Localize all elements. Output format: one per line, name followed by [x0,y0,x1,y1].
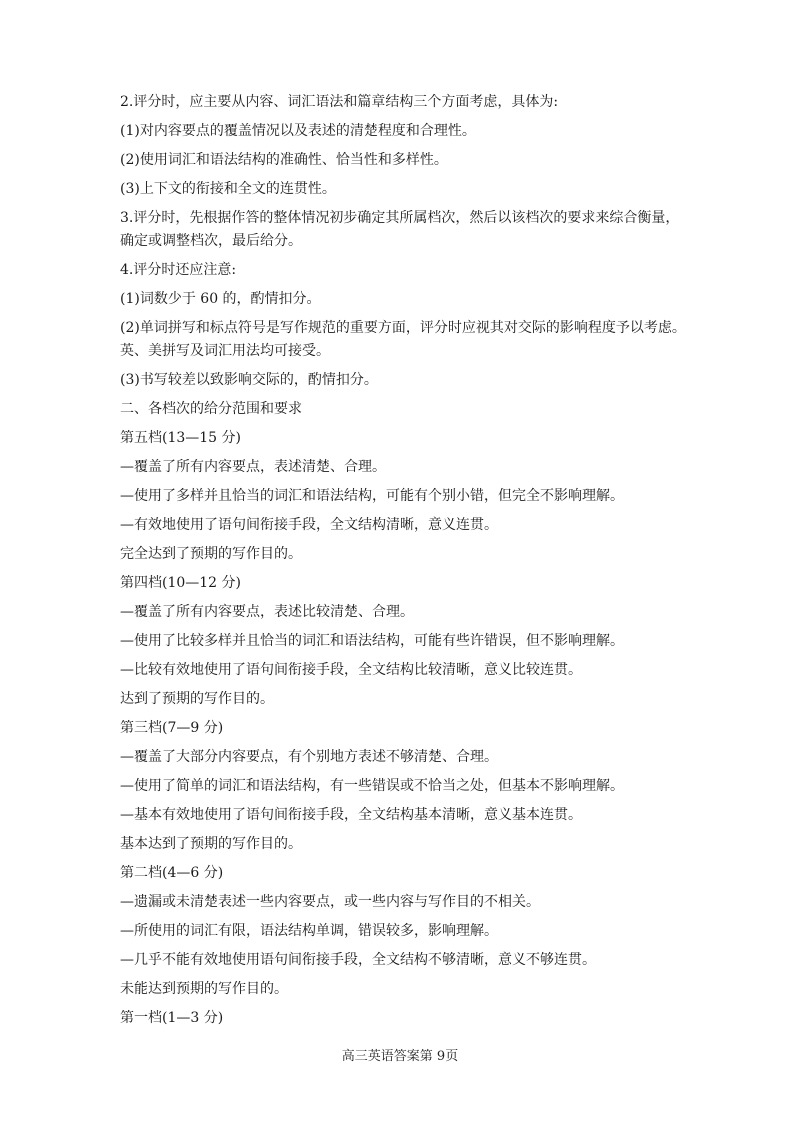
text-line: (1)词数少于 60 的，酌情扣分。 [120,291,321,307]
text-line: 3.评分时，先根据作答的整体情况初步确定其所属档次，然后以该档次的要求来综合衡量， [120,210,680,226]
text-line: 2.评分时，应主要从内容、词汇语法和篇章结构三个方面考虑，具体为: [120,94,559,110]
text-line: —几乎不能有效地使用语句间衔接手段，全文结构不够清晰，意义不够连贯。 [120,952,596,968]
text-line: (3)上下文的衔接和全文的连贯性。 [120,181,336,197]
text-line: —覆盖了所有内容要点，表述比较清楚、合理。 [120,604,414,620]
level-heading: 第一档(1—3 分) [120,1010,224,1026]
text-line: —基本有效地使用了语句间衔接手段，全文结构基本清晰，意义基本连贯。 [120,807,582,823]
text-line: 达到了预期的写作目的。 [120,691,274,707]
text-line: —覆盖了所有内容要点，表述清楚、合理。 [120,459,386,475]
text-line: —有效地使用了语句间衔接手段，全文结构清晰，意义连贯。 [120,517,498,533]
text-line: 英、美拼写及词汇用法均可接受。 [120,343,330,359]
text-line: 完全达到了预期的写作目的。 [120,546,302,562]
page-footer: 高三英语答案第 9页 [341,1049,459,1064]
section-heading: 二、各档次的给分范围和要求 [120,401,302,417]
text-line: —使用了多样并且恰当的词汇和语法结构，可能有个别小错，但完全不影响理解。 [120,488,624,504]
text-line: —比较有效地使用了语句间衔接手段，全文结构比较清晰，意义比较连贯。 [120,662,582,678]
text-line: 4.评分时还应注意: [120,262,237,278]
text-line: (2)单词拼写和标点符号是写作规范的重要方面，评分时应视其对交际的影响程度予以考虑。 [120,320,686,336]
text-line: (3)书写较差以致影响交际的，酌情扣分。 [120,372,378,388]
level-heading: 第三档(7—9 分) [120,720,224,736]
text-line: —使用了比较多样并且恰当的词汇和语法结构，可能有些许错误，但不影响理解。 [120,633,624,649]
level-heading: 第五档(13—15 分) [120,430,242,446]
text-line: —遗漏或未清楚表述一些内容要点，或一些内容与写作目的不相关。 [120,894,540,910]
text-line: (2)使用词汇和语法结构的准确性、恰当性和多样性。 [120,152,448,168]
text-line: 基本达到了预期的写作目的。 [120,836,302,852]
level-heading: 第二档(4—6 分) [120,865,224,881]
text-line: 未能达到预期的写作目的。 [120,981,288,997]
text-line: —所使用的词汇有限，语法结构单调，错误较多，影响理解。 [120,923,498,939]
text-line: (1)对内容要点的覆盖情况以及表述的清楚程度和合理性。 [120,123,476,139]
text-line: —使用了简单的词汇和语法结构，有一些错误或不恰当之处，但基本不影响理解。 [120,778,624,794]
text-line: 确定或调整档次，最后给分。 [120,233,302,249]
level-heading: 第四档(10—12 分) [120,575,242,591]
document-body [120,94,700,1027]
text-line: —覆盖了大部分内容要点，有个别地方表述不够清楚、合理。 [120,749,498,765]
